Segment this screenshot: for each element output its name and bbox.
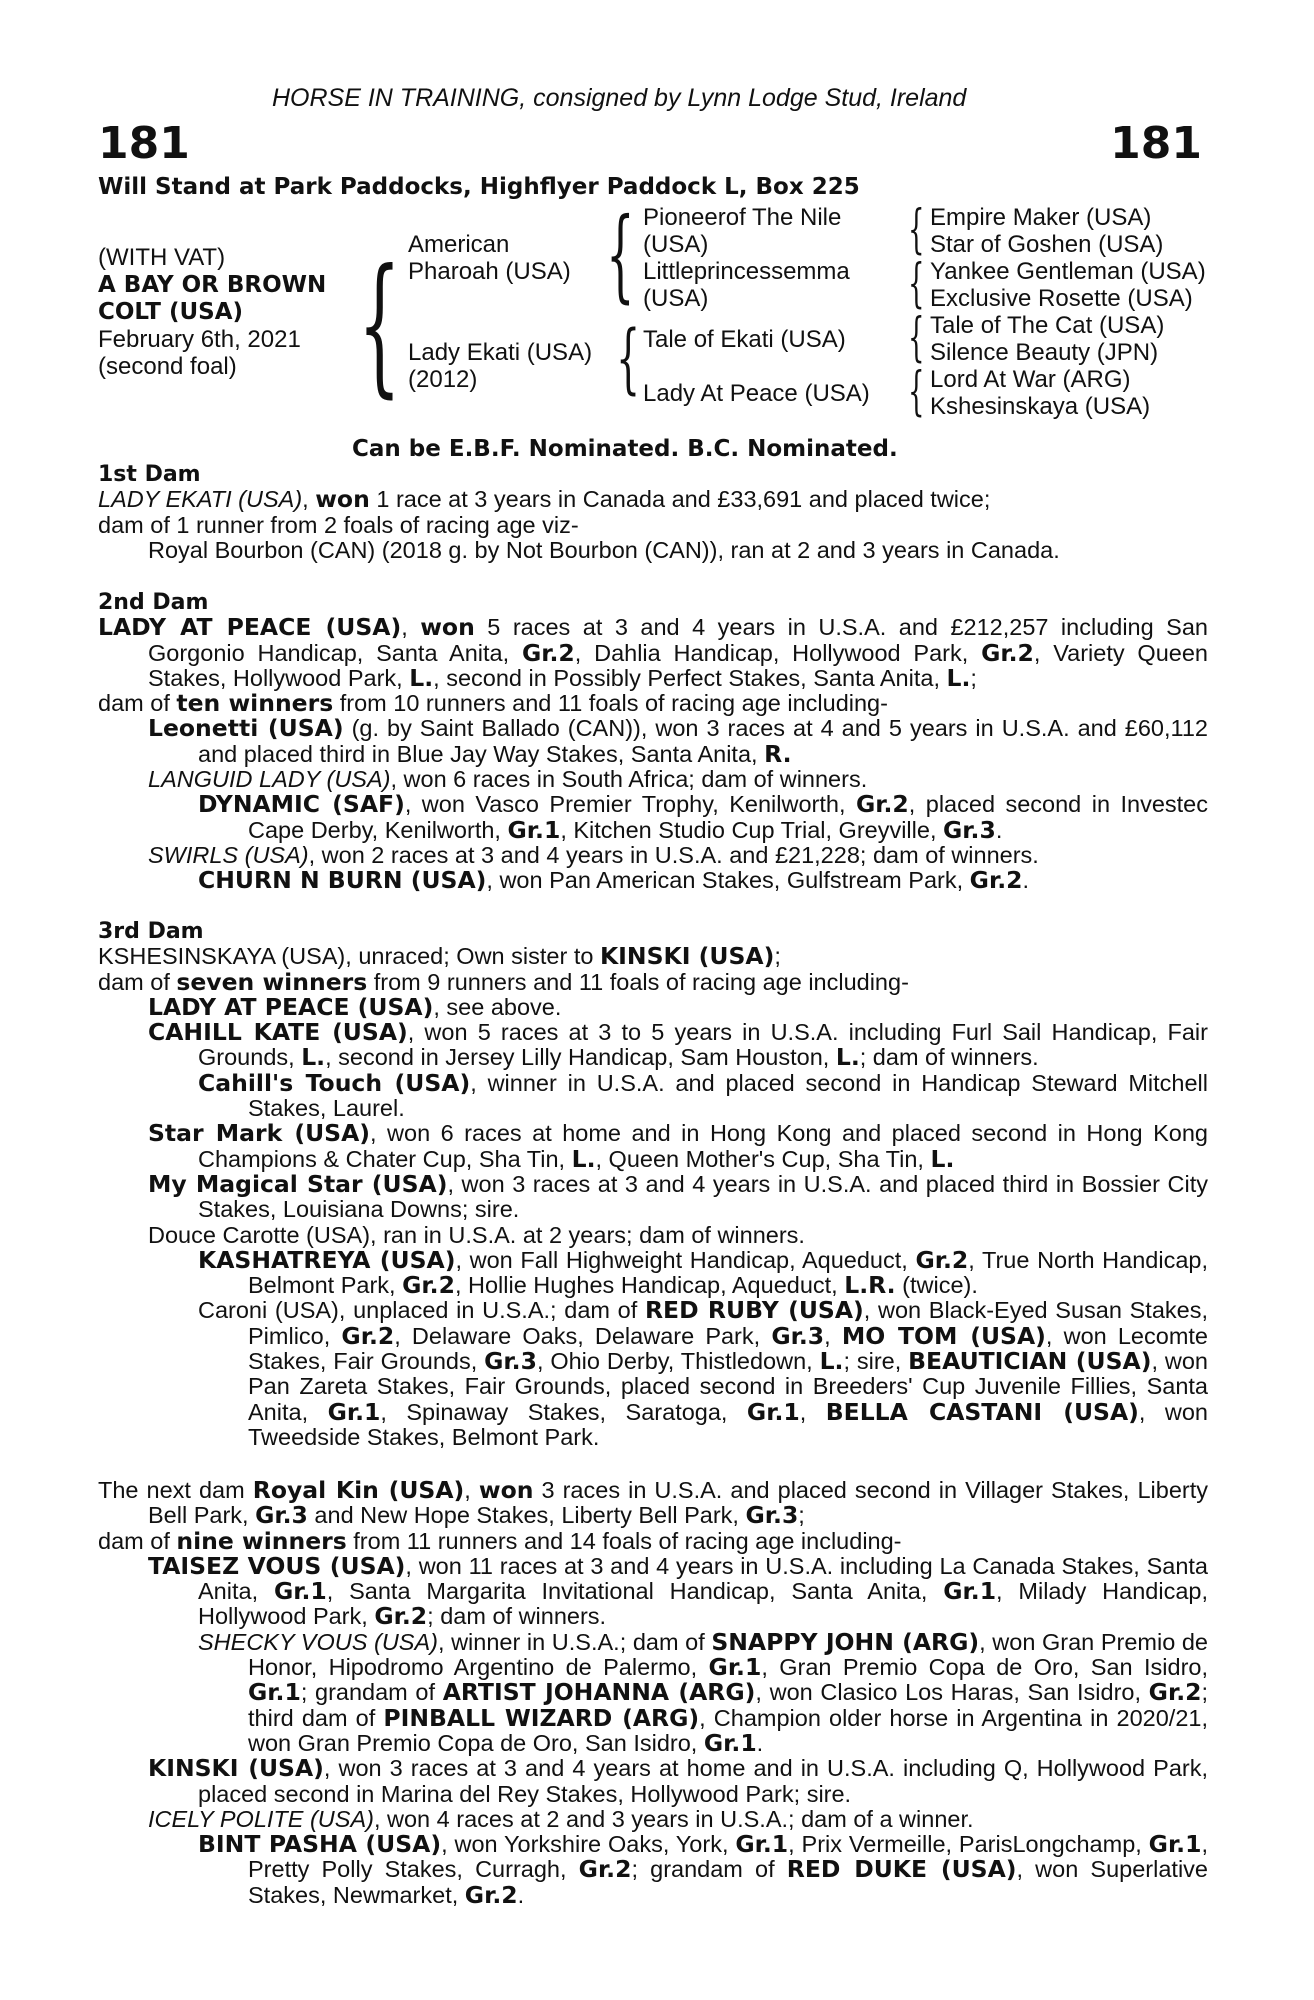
dam-record: LADY AT PEACE (USA), won 5 races at 3 and 4 years in U.S.A. and £212,257 including San Gorgonio Handicap, Santa Anita, Gr.2, Dahlia Handicap, Hollywood Park, Gr.2, Variety Queen Stakes, Hollywood Park, L., second in Possibly Perfect Stakes, Santa Anita, L.; [98,613,1208,692]
brace-3c: { [908,308,925,368]
stand-location: Will Stand at Park Paddocks, Highflyer Paddock L, Box 225 [98,174,860,200]
dam-name-line1: Lady Ekati (USA) [408,339,593,366]
ancestor-sdd: Exclusive Rosette (USA) [930,285,1193,312]
dam-produce-summary: dam of nine winners from 11 runners and 14 foals of racing age including- [98,1526,902,1555]
section-heading: 2nd Dam [98,590,209,615]
foal-entry: Caroni (USA), unplaced in U.S.A.; dam of RED RUBY (USA), won Black-Eyed Susan Stakes, Pimlico, Gr.2, Delaware Oaks, Delaware Park, Gr.3, MO TOM (USA), won Lecomte Stakes, Fair Grounds, Gr.3, Ohio Derby, Thistledown, L.; sire, BEAUTICIAN (USA), won Pan Zareta Stakes, Fair Grounds, placed second in Breeders' Cup Juvenile Fillies, Santa Anita, Gr.1, Spinaway Stakes, Saratoga, Gr.1, BELLA CASTANI (USA), won Tweedside Stakes, Belmont Park. [198,1296,1209,1450]
sire-dam-line2: (USA) [643,285,709,312]
brace-3b: { [908,254,925,314]
nominations: Can be E.B.F. Nominated. B.C. Nominated. [352,436,898,462]
ancestor-dss: Tale of The Cat (USA) [930,312,1165,339]
ancestor-ddd: Kshesinskaya (USA) [930,393,1151,420]
brace-3d: { [908,362,925,422]
dam-produce-summary: dam of seven winners from 9 runners and 11 foals of racing age including- [98,967,909,996]
foal-number: (second foal) [98,353,237,380]
foal-entry: CHURN N BURN (USA), won Pan American Stakes, Gulfstream Park, Gr.2. [198,866,1030,895]
foal-entry: KINSKI (USA), won 3 races at 3 and 4 years at home and in U.S.A. including Q, Hollywood Park, placed second in Marina del Rey Stakes, Hollywood Park; sire. [148,1754,1209,1807]
sire-sire-line2: (USA) [643,231,709,258]
sire-name-line1: American [408,231,510,258]
dam-produce-summary: dam of ten winners from 10 runners and 11 foals of racing age including- [98,689,888,718]
sire-dam-line1: Littleprincessemma [643,258,850,285]
dam-produce-summary: dam of 1 runner from 2 foals of racing age viz- [98,511,579,538]
horse-name: LADY EKATI (USA) [98,486,303,513]
horse-description-line1: A BAY OR BROWN [98,272,327,298]
foal-entry: BINT PASHA (USA), won Yorkshire Oaks, York, Gr.1, Prix Vermeille, ParisLongchamp, Gr.1, Pretty Polly Stakes, Curragh, Gr.2; grandam of RED DUKE (USA), won Superlative Stakes, Newmarket, Gr.2. [198,1830,1208,1909]
sire-name-line2: Pharoah (USA) [408,258,571,285]
ancestor-sds: Yankee Gentleman (USA) [930,258,1206,285]
sire-sire-line1: Pioneerof The Nile [643,204,842,231]
ancestor-dds: Lord At War (ARG) [930,366,1131,393]
foal-entry: Leonetti (USA) (g. by Saint Ballado (CAN)), won 3 races at 4 and 5 years in U.S.A. and £60,112 and placed third in Blue Jay Way Stakes, Santa Anita, R. [148,714,1208,768]
dam-record: LADY EKATI (USA), won 1 race at 3 years in Canada and £33,691 and placed twice; [98,485,991,514]
dam-name-line2: (2012) [408,366,478,393]
section-heading: 3rd Dam [98,919,204,944]
vat-label: (WITH VAT) [98,244,226,271]
foal-entry: KASHATREYA (USA), won Fall Highweight Handicap, Aqueduct, Gr.2, True North Handicap, Belmont Park, Gr.2, Hollie Hughes Handicap, Aqueduct, L.R. (twice). [198,1245,1209,1300]
sire-brace: { [606,196,635,313]
lot-number-left: 181 [98,118,190,169]
foal-entry: Cahill's Touch (USA), winner in U.S.A. and placed second in Handicap Steward Mitchell Stakes, Laurel. [198,1068,1208,1122]
lot-number-right: 181 [1110,118,1202,169]
foal-entry: DYNAMIC (SAF), won Vasco Premier Trophy, Kenilworth, Gr.2, placed second in Investec Cape Derby, Kenilworth, Gr.1, Kitchen Studio Cup Trial, Greyville, Gr.3. [198,790,1208,844]
dam-record: KSHESINSKAYA (USA), unraced; Own sister to KINSKI (USA); [98,942,781,971]
dam-brace: { [616,313,641,402]
ancestor-ssd: Star of Goshen (USA) [930,231,1164,258]
foal-entry: My Magical Star (USA), won 3 races at 3 and 4 years in U.S.A. and placed third in Bossier City Stakes, Louisiana Downs; sire. [148,1169,1209,1223]
dam-dam: Lady At Peace (USA) [643,380,870,407]
horse-description-line2: COLT (USA) [98,299,244,325]
section-heading: 1st Dam [98,462,201,487]
foal-entry: SWIRLS (USA), won 2 races at 3 and 4 years in U.S.A. and £21,228; dam of winners. [148,841,1039,868]
foal-entry: Royal Bourbon (CAN) (2018 g. by Not Bourbon (CAN)), ran at 2 and 3 years in Canada. [148,536,1060,563]
catalogue-header: HORSE IN TRAINING, consigned by Lynn Lodge Stud, Ireland [272,84,967,112]
foal-entry: LANGUID LADY (USA), won 6 races in South Africa; dam of winners. [148,766,868,793]
foal-entry: LADY AT PEACE (USA), see above. [148,992,562,1021]
foal-entry: SHECKY VOUS (USA), winner in U.S.A.; dam of SNAPPY JOHN (ARG), won Gran Premio de Honor, Hipodromo Argentino de Palermo, Gr.1, Gran Premio Copa de Oro, San Isidro, Gr.1; grandam of ARTIST JOHANNA (ARG), won Clasico Los Haras, San Isidro, Gr.2; third dam of PINBALL WIZARD (ARG), Champion older horse in Argentina in 2020/21, won Gran Premio Copa de Oro, San Isidro, Gr.1. [198,1627,1209,1757]
dam-record: The next dam Royal Kin (USA), won 3 races in U.S.A. and placed second in Villager Stakes, Liberty Bell Park, Gr.3 and New Hope Stakes, Liberty Bell Park, Gr.3; [98,1476,1208,1530]
date-of-birth: February 6th, 2021 [98,326,301,353]
foal-entry: TAISEZ VOUS (USA), won 11 races at 3 and 4 years in U.S.A. including La Canada Stakes, Santa Anita, Gr.1, Santa Margarita Invitational Handicap, Santa Anita, Gr.1, Milady Handicap, Hollywood Park, Gr.2; dam of winners. [148,1551,1208,1631]
foal-entry: Douce Carotte (USA), ran in U.S.A. at 2 years; dam of winners. [148,1221,805,1248]
dam-sire: Tale of Ekati (USA) [643,326,846,353]
foal-entry: CAHILL KATE (USA), won 5 races at 3 to 5 years in U.S.A. including Furl Sail Handicap, Fair Grounds, L., second in Jersey Lilly Handicap, Sam Houston, L.; dam of winners. [148,1018,1208,1072]
ancestor-sss: Empire Maker (USA) [930,204,1152,231]
first-dam-section [98,462,1208,563]
second-dam-section [98,590,1208,894]
ancestor-dsd: Silence Beauty (JPN) [930,339,1159,366]
third-dam-section [98,919,1208,1450]
won-label: won [315,485,370,514]
brace-3a: { [908,200,925,260]
foal-entry: Star Mark (USA), won 6 races at home and in Hong Kong and placed second in Hong Kong Champions & Chater Cup, Sha Tin, L., Queen Mother's Cup, Sha Tin, L. [148,1119,1208,1173]
foal-entry: ICELY POLITE (USA), won 4 races at 2 and 3 years in U.S.A.; dam of a winner. [148,1805,974,1832]
horse-brace: { [358,238,401,412]
next-dam-section [98,1478,1208,1908]
